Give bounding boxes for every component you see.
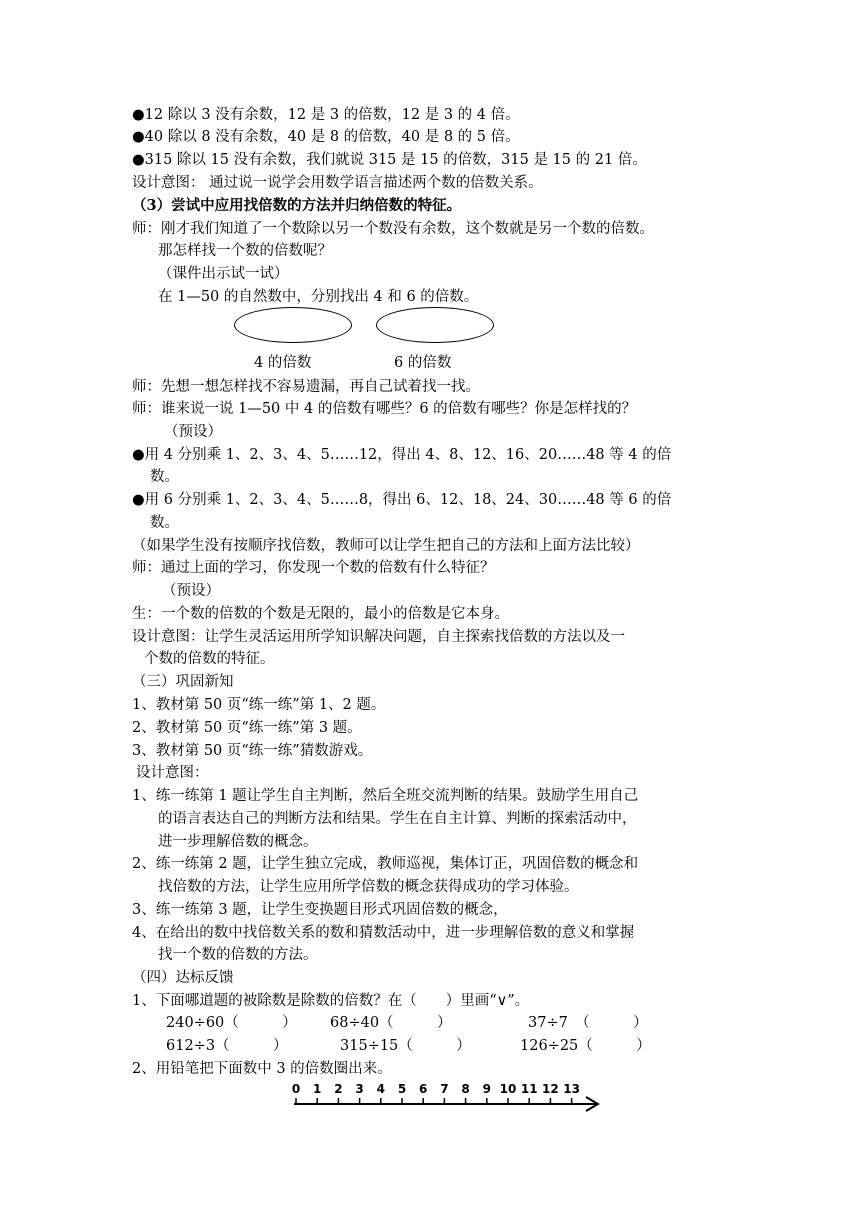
- teacher-line-4: 师：通过上面的学习，你发现一个数的倍数有什么特征？: [132, 560, 495, 576]
- question-2: 2、用铅笔把下面数中 3 的倍数圈出来。: [132, 1061, 392, 1077]
- exercise-68-40: 68÷40（ ）: [330, 1015, 452, 1031]
- consolidate-item-2: 2、教材第 50 页“练一练”第 3 题。: [132, 720, 362, 736]
- number-line-tick-label: 6: [419, 1082, 428, 1096]
- number-line-tick-label: 3: [355, 1082, 364, 1096]
- exercise-37-7: 37÷7 （ ）: [528, 1015, 648, 1031]
- intent-item-1: 1、练一练第 1 题让学生自主判断，然后全班交流判断的结果。鼓励学生用自己: [132, 788, 639, 804]
- exercise-612-3: 612÷3（ ）: [166, 1038, 288, 1054]
- number-line-tick-label: 13: [563, 1082, 580, 1096]
- section-3-heading: （3）尝试中应用找倍数的方法并归纳倍数的特征。: [132, 197, 462, 214]
- preset-label-1: （预设）: [164, 424, 222, 440]
- number-line-ticks: [292, 1082, 580, 1104]
- preset-bullet-4: ●用 4 分别乘 1、2、3、4、5……12，得出 4、8、12、16、20……48 等 4 的倍: [132, 447, 672, 463]
- teacher-line-3: 师：谁来说一说 1—50 中 4 的倍数有哪些？6 的倍数有哪些？你是怎样找的？: [132, 401, 637, 417]
- teacher-line-1: 师：刚才我们知道了一个数除以另一个数没有余数，这个数就是另一个数的倍数。: [132, 221, 654, 237]
- number-line-tick-label: 12: [542, 1082, 559, 1096]
- compare-note: （如果学生没有按顺序找倍数，教师可以让学生把自己的方法和上面方法比较）: [132, 538, 640, 554]
- intent-item-2-cont: 找倍数的方法，让学生应用所学倍数的概念获得成功的学习体验。: [158, 879, 579, 895]
- task-text: 在 1—50 的自然数中，分别找出 4 和 6 的倍数。: [158, 289, 479, 305]
- intent-item-4-cont: 找一个数的倍数的方法。: [158, 947, 318, 963]
- multiples-of-6-label: 6 的倍数: [394, 355, 452, 371]
- intent-item-1-cont-b: 进一步理解倍数的概念。: [158, 834, 318, 850]
- courseware-note: （课件出示试一试）: [158, 266, 289, 282]
- design-intent-1: 设计意图： 通过说一说学会用数学语言描述两个数的倍数关系。: [132, 175, 543, 191]
- preset-bullet-6-cont: 数。: [150, 515, 179, 531]
- exercise-126-25: 126÷25（ ）: [520, 1038, 651, 1054]
- number-line-tick-label: 11: [520, 1082, 538, 1096]
- consolidate-item-3: 3、教材第 50 页“练一练”猜数游戏。: [132, 743, 373, 759]
- number-line: [280, 1078, 610, 1118]
- number-line-tick-label: 10: [499, 1082, 517, 1096]
- design-intent-2: 设计意图：让学生灵活运用所学知识解决问题，自主探索找倍数的方法以及一: [132, 629, 625, 645]
- multiples-of-4-label: 4 的倍数: [254, 355, 312, 371]
- intent-item-3: 3、练一练第 3 题，让学生变换题目形式巩固倍数的概念，: [132, 902, 508, 918]
- bullet-line-315: ●315 除以 15 没有余数，我们就说 315 是 15 的倍数，315 是 15 的 21 倍。: [132, 152, 647, 168]
- multiples-of-6-ellipse: [376, 307, 494, 343]
- number-line-tick-label: 0: [291, 1082, 301, 1096]
- design-intent-2-cont: 个数的倍数的特征。: [144, 651, 275, 667]
- preset-bullet-4-cont: 数。: [150, 469, 179, 485]
- number-line-tick-label: 2: [334, 1082, 343, 1096]
- number-line-tick-label: 7: [440, 1082, 449, 1096]
- exercise-315-15: 315÷15（ ）: [340, 1038, 471, 1054]
- number-line-tick-label: 8: [461, 1082, 470, 1096]
- number-line-tick-label: 5: [397, 1082, 407, 1096]
- question-1: 1、下面哪道题的被除数是除数的倍数？在（ ）里画“∨”。: [132, 993, 530, 1009]
- intent-item-2: 2、练一练第 2 题，让学生独立完成，教师巡视，集体订正，巩固倍数的概念和: [132, 856, 639, 872]
- design-intent-3: 设计意图：: [136, 765, 209, 781]
- preset-label-2: （预设）: [162, 583, 220, 599]
- multiples-of-4-ellipse: [234, 307, 352, 343]
- exercise-240-60: 240÷60（ ）: [166, 1015, 297, 1031]
- intent-item-1-cont-a: 的语言表达自己的判断方法和结果。学生在自主计算、判断的探索活动中，: [158, 811, 637, 827]
- section-consolidate-heading: （三）巩固新知: [132, 674, 234, 690]
- number-line-tick-label: 1: [313, 1082, 322, 1096]
- bullet-line-12: ●12 除以 3 没有余数，12 是 3 的倍数，12 是 3 的 4 倍。: [132, 107, 520, 123]
- intent-item-4: 4、在给出的数中找倍数关系的数和猜数活动中，进一步理解倍数的意义和掌握: [132, 925, 635, 941]
- number-line-tick-label: 9: [482, 1082, 491, 1096]
- teacher-line-2: 师：先想一想怎样找不容易遗漏，再自己试着找一找。: [132, 379, 480, 395]
- section-feedback-heading: （四）达标反馈: [132, 970, 234, 986]
- student-answer: 生：一个数的倍数的个数是无限的，最小的倍数是它本身。: [132, 606, 509, 622]
- preset-bullet-6: ●用 6 分别乘 1、2、3、4、5……8，得出 6、12、18、24、30……48 等 6 的倍: [132, 492, 672, 508]
- consolidate-item-1: 1、教材第 50 页“练一练”第 1、2 题。: [132, 697, 386, 713]
- bullet-line-40: ●40 除以 8 没有余数，40 是 8 的倍数，40 是 8 的 5 倍。: [132, 129, 520, 145]
- teacher-line-1-cont: 那怎样找一个数的倍数呢？: [158, 243, 332, 259]
- number-line-tick-label: 4: [376, 1082, 385, 1096]
